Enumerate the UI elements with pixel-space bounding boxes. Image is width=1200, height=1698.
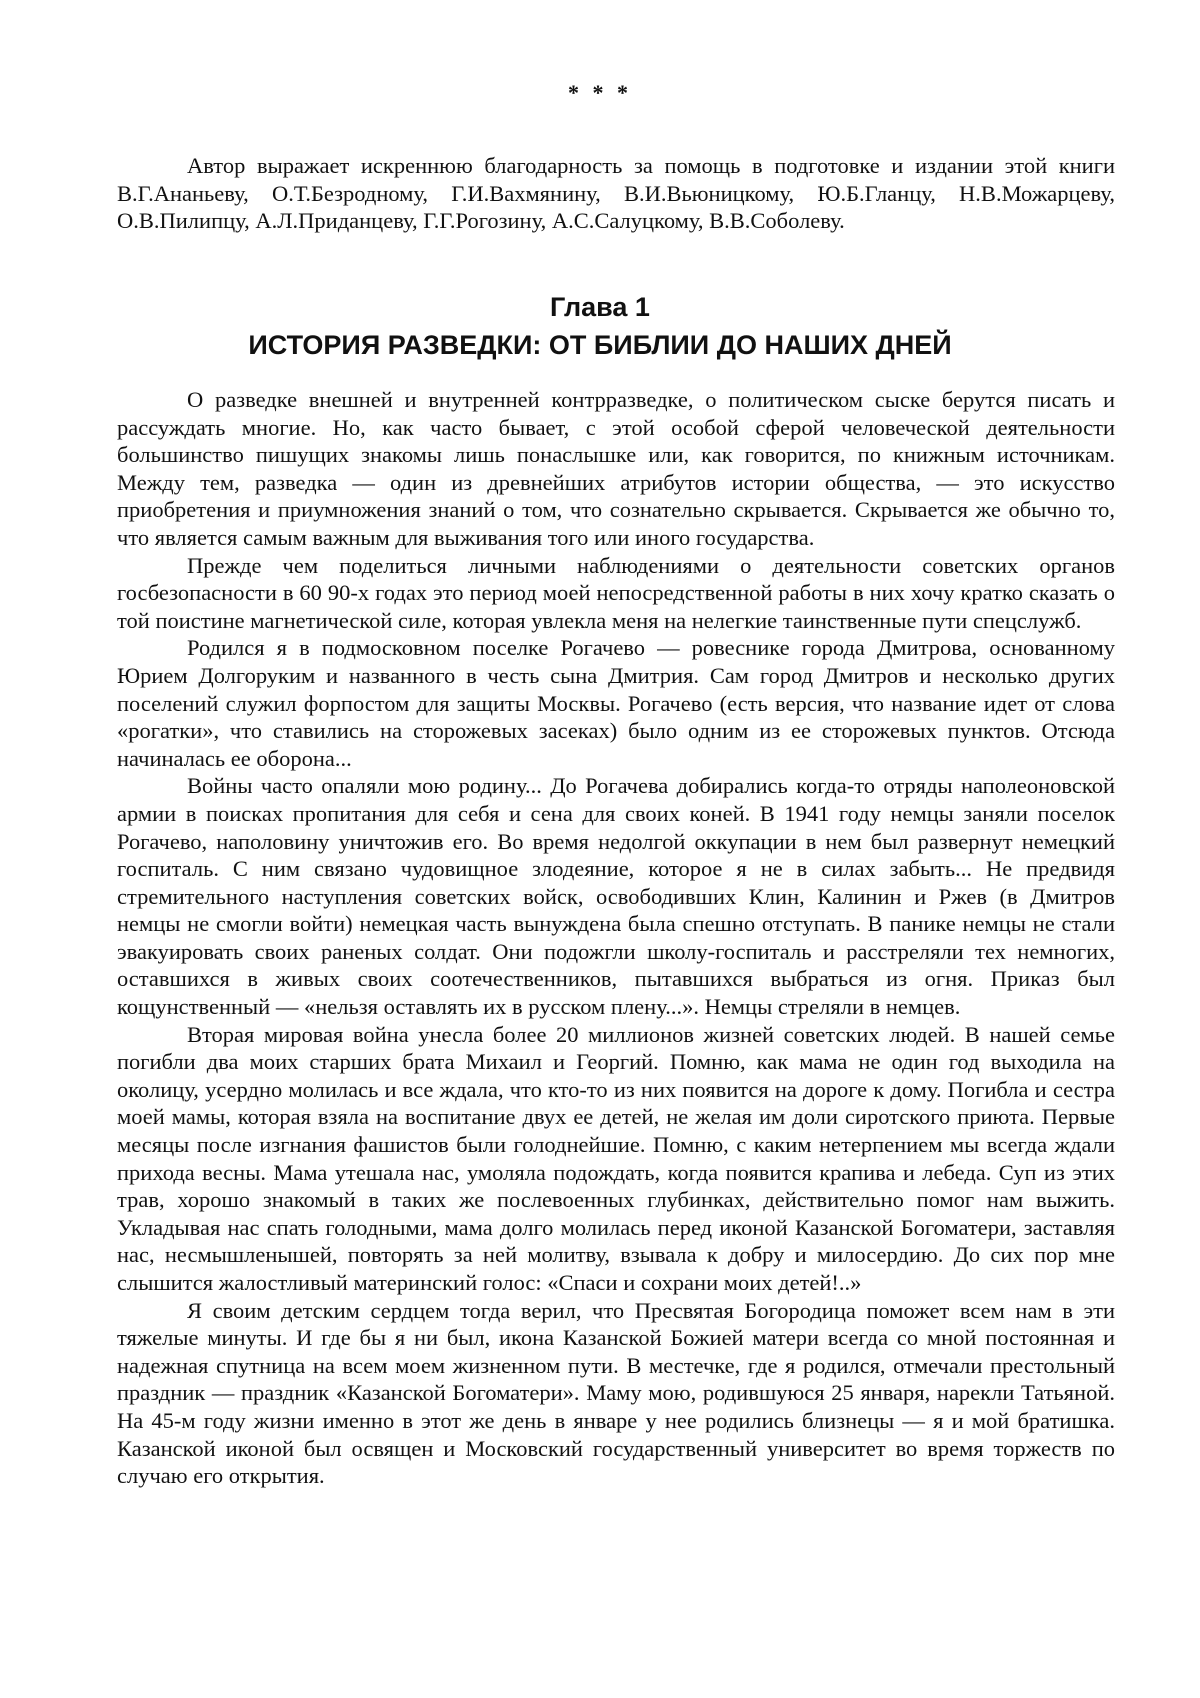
paragraph: Войны часто опаляли мою родину... До Рогачева добирались когда-то отряды наполеоновской армии в поисках пропитания для себя и сена для своих коней. В 1941 году немцы заняли поселок Рогачево, наполовину уничтожив его. Во время недолгой оккупации в нем был развернут немецкий госпиталь. С ним связано чудовищное злодеяние, которое я не в силах забыть... Не предвидя стремительного наступления советских войск, освободивших Клин, Калинин и Ржев (в Дмитров немцы не смогли войти) немецкая часть вынуждена была спешно отступать. В панике немцы не стали эвакуировать своих раненых солдат. Они подожгли школу-госпиталь и расстреляли тех немногих, оставшихся в живых своих соотечественников, пытавшихся выбраться из огня. Приказ был кощунственный — «нельзя оставлять их в русском плену...». Немцы стреляли в немцев. [117,773,1115,1020]
chapter-title: ИСТОРИЯ РАЗВЕДКИ: ОТ БИБЛИИ ДО НАШИХ ДНЕЙ [248,330,952,360]
paragraph: Вторая мировая война унесла более 20 миллионов жизней советских людей. В нашей семье погибли два моих старших брата Михаил и Георгий. Помню, как мама не один год выходила на околицу, усердно молилась и все ждала, что кто-то из них появится на дороге к дому. Погибла и сестра моей мамы, которая взяла на воспитание двух ее детей, не желая им доли сиротского приюта. Первые месяцы после изгнания фашистов были голоднейшие. Помню, с каким нетерпением мы всегда ждали прихода весны. Мама утешала нас, умоляла подождать, когда появится крапива и лебеда. Суп из этих трав, хорошо знакомый в таких же послевоенных глубинках, действительно помог нам выжить. Укладывая нас спать голодными, мама долго молилась перед иконой Казанской Богоматери, заставляя нас, несмышленышей, повторять за ней молитву, взывала к добру и милосердию. До сих пор мне слышится жалостливый материнский голос: «Спаси и сохрани моих детей!..» [117,1021,1115,1295]
paragraph: Я своим детским сердцем тогда верил, что Пресвятая Богородица поможет всем нам в эти тяжелые минуты. И где бы я ни был, икона Казанской Божией матери всегда со мной постоянная и надежная спутница на всем моем жизненном пути. В местечке, где я родился, отмечали престольный праздник — праздник «Казанской Богоматери». Маму мою, родившуюся 25 января, нарекли Татьяной. На 45-м году жизни именно в этот же день в январе у нее родились близнецы — я и мой братишка. Казанской иконой был освящен и Московский государственный университет во время торжеств по случаю его открытия. [117,1297,1115,1489]
chapter-heading [0,288,1200,364]
acknowledgement-block [117,152,1115,235]
paragraph: Прежде чем поделиться личными наблюдениями о деятельности советских органов госбезопасности в 60 90-х годах это период моей непосредственной работы в них хочу кратко сказать о той поистине магнетической силе, которая увлекла меня на нелегкие таинственные пути спецслужб. [117,552,1115,633]
paragraph: Родился я в подмосковном поселке Рогачево — ровеснике города Дмитрова, основанному Юрием Долгоруким и названного в честь сына Дмитрия. Сам город Дмитров и несколько других поселений служил форпостом для защиты Москвы. Рогачево (есть версия, что название идет от слова «рогатки», что ставились на сторожевых засеках) было одним из ее сторожевых пунктов. Отсюда начиналась ее оборона... [117,635,1115,771]
acknowledgement-paragraph: Автор выражает искреннюю благодарность за помощь в подготовке и издании этой книги В.Г.Ананьеву, О.Т.Безродному, Г.И.Вахмянину, В.И.Вьюницкому, Ю.Б.Гланцу, Н.В.Можарцеву, О.В.Пилипцу, А.Л.Приданцеву, Г.Г.Рогозину, А.С.Салуцкому, В.В.Соболеву. [117,153,1115,234]
section-separator: * * * [568,80,632,105]
chapter-body [117,386,1115,1490]
chapter-number: Глава 1 [550,292,650,322]
paragraph: О разведке внешней и внутренней контрразведке, о политическом сыске берутся писать и рассуждать многие. Но, как часто бывает, с этой особой сферой человеческой деятельности большинство пишущих знакомы лишь понаслышке или, как говорится, по книжным источникам. Между тем, разведка — один из древнейших атрибутов истории общества, — это искусство приобретения и приумножения знаний о том, что сознательно скрывается. Скрывается же обычно то, что является самым важным для выживания того или иного государства. [117,387,1115,550]
